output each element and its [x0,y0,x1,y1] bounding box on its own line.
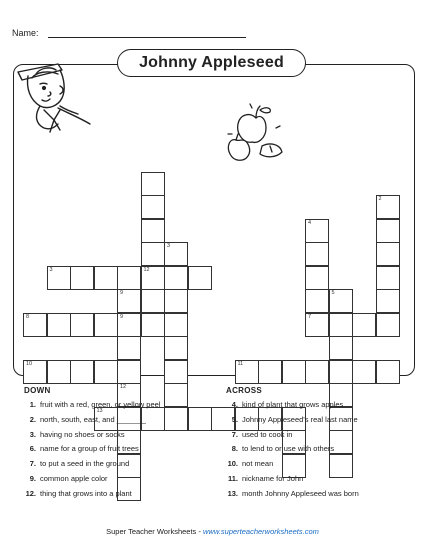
johnny-appleseed-illustration [14,58,104,148]
clue-across: 10. not mean [227,459,274,469]
crossword-cell[interactable] [164,407,188,431]
clue-number: 7 [308,313,312,320]
crossword-cell[interactable] [164,383,188,407]
clue-number: 5 [331,290,335,296]
crossword-cell[interactable] [376,195,400,219]
clue-number: 2 [378,196,382,202]
clue-number: 8 [26,313,30,320]
crossword-cell[interactable] [376,266,400,290]
crossword-cell[interactable] [94,266,118,290]
crossword-cell[interactable] [70,313,94,337]
clues-across [226,386,359,504]
name-label: Name: [12,28,39,38]
crossword-cell[interactable] [164,360,188,384]
page-title: Johnny Appleseed [117,49,306,77]
crossword-cell[interactable] [282,360,306,384]
crossword-cell[interactable] [94,313,118,337]
clue-number: 12 [143,266,150,273]
crossword-cell[interactable] [258,360,282,384]
clue-number: 11 [237,360,244,367]
clue-number: 9 [120,290,124,296]
across-heading: ACROSS [226,386,263,395]
crossword-cell[interactable] [94,360,118,384]
crossword-cell[interactable] [235,360,259,384]
crossword-cell[interactable] [329,360,353,384]
footer [0,527,425,536]
crossword-cell[interactable] [141,242,165,266]
clue-number: 12 [120,384,127,390]
crossword-cell[interactable] [329,289,353,313]
crossword-cell[interactable] [305,360,329,384]
crossword-cell[interactable] [164,242,188,266]
clue-number: 4 [308,219,312,226]
clue-number: 13 [96,407,103,414]
clue-down: 7. to put a seed in the ground [29,459,130,469]
clue-across: 5. Johnny Appleseed's real last name [231,414,358,424]
crossword-cell[interactable] [141,219,165,243]
crossword-cell[interactable] [188,266,212,290]
crossword-cell[interactable] [164,336,188,360]
down-heading: DOWN [24,386,51,395]
crossword-cell[interactable] [376,313,400,337]
crossword-cell[interactable] [117,336,141,360]
clue-down: 9. common apple color [29,473,108,483]
crossword-cell[interactable] [376,242,400,266]
crossword-cell[interactable] [352,360,376,384]
clue-across: 11. nickname for John [227,473,304,483]
crossword-cell[interactable] [329,336,353,360]
clue-number: 10 [26,360,33,367]
crossword-cell[interactable] [376,289,400,313]
clue-down: 6. name for a group of fruit trees [29,444,139,454]
crossword-cell[interactable] [352,313,376,337]
clue-number: 9 [120,313,124,320]
crossword-cell[interactable] [141,266,165,290]
crossword-cell[interactable] [376,360,400,384]
crossword-cell[interactable] [141,172,165,196]
clue-down: 2. north, south, east, and _______ [29,414,146,424]
crossword-cell[interactable] [70,266,94,290]
crossword-cell[interactable] [305,266,329,290]
crossword-cell[interactable] [141,313,165,337]
crossword-cell[interactable] [376,219,400,243]
clue-across: 4. kind of plant that grows apples [231,400,344,409]
crossword-cell[interactable] [117,289,141,313]
crossword-cell[interactable] [164,266,188,290]
crossword-cell[interactable] [141,289,165,313]
crossword-cell[interactable] [47,313,71,337]
crossword-cell[interactable] [23,360,47,384]
apples-icon [226,100,288,164]
clue-across: 8. to lend to or use with others [231,444,335,454]
footer-brand: Super Teacher Worksheets - [106,527,203,536]
crossword-cell[interactable] [305,289,329,313]
clue-down: 12. thing that grows into a plant [25,488,132,498]
crossword-cell[interactable] [188,407,212,431]
crossword-cell[interactable] [305,219,329,243]
clue-number: 3 [167,243,171,249]
crossword-cell[interactable] [329,313,353,337]
footer-url[interactable]: www.superteacherworksheets.com [202,527,319,536]
crossword-cell[interactable] [117,266,141,290]
crossword-cell[interactable] [70,360,94,384]
crossword-cell[interactable] [117,313,141,337]
clues-down [24,386,160,504]
crossword-cell[interactable] [164,289,188,313]
clue-number: 3 [49,266,53,273]
name-line[interactable] [48,37,246,38]
clue-down: 3. having no shoes or socks [29,429,125,439]
crossword-cell[interactable] [47,360,71,384]
crossword-cell[interactable] [117,360,141,384]
crossword-cell[interactable] [47,266,71,290]
crossword-cell[interactable] [141,195,165,219]
crossword-cell[interactable] [23,313,47,337]
crossword-cell[interactable] [164,313,188,337]
clue-down: 1. fruit with a red, green, or yellow peel [29,400,161,409]
clue-across: 13. month Johnny Appleseed was born [227,488,359,498]
crossword-cell[interactable] [305,242,329,266]
clue-across: 7. used to cook in [231,429,293,439]
crossword-cell[interactable] [305,313,329,337]
